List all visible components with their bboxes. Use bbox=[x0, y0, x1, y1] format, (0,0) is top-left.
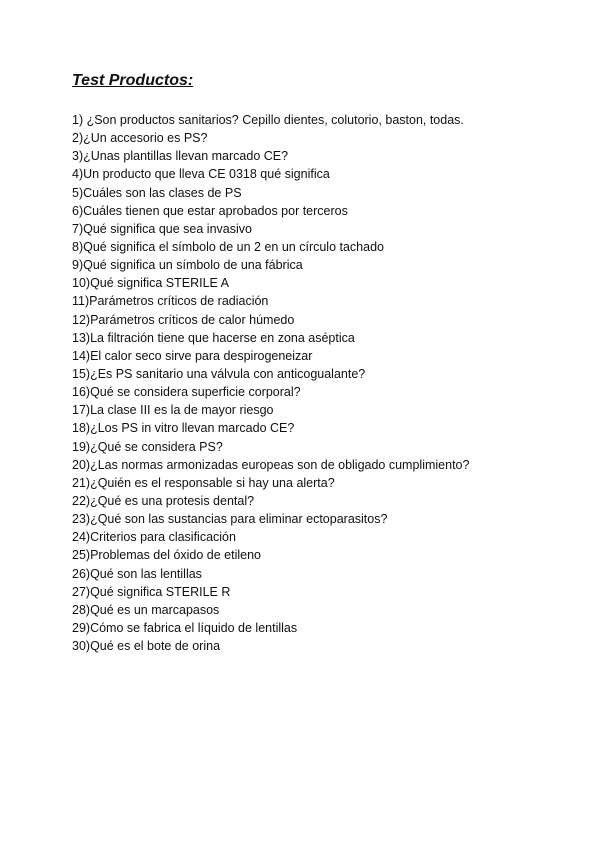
question-item: 5)Cuáles son las clases de PS bbox=[72, 185, 242, 200]
question-item: 28)Qué es un marcapasos bbox=[72, 602, 220, 617]
question-item: 22)¿Qué es una protesis dental? bbox=[72, 493, 255, 508]
question-item: 23)¿Qué son las sustancias para eliminar ectoparasitos? bbox=[72, 512, 388, 527]
question-item: 30)Qué es el bote de orina bbox=[72, 639, 221, 654]
question-item: 6)Cuáles tienen que estar aprobados por terceros bbox=[72, 203, 348, 218]
question-item: 29)Cómo se fabrica el líquido de lentillas bbox=[72, 620, 298, 635]
question-item: 27)Qué significa STERILE R bbox=[72, 584, 231, 599]
question-item: 4)Un producto que lleva CE 0318 qué significa bbox=[72, 167, 330, 182]
question-item: 18)¿Los PS in vitro llevan marcado CE? bbox=[72, 421, 295, 436]
question-item: 1) ¿Son productos sanitarios? Cepillo dientes, colutorio, baston, todas. bbox=[72, 113, 464, 127]
question-item: 8)Qué significa el símbolo de un 2 en un círculo tachado bbox=[72, 239, 384, 254]
question-item: 26)Qué son las lentillas bbox=[72, 566, 202, 581]
question-item: 16)Qué se considera superficie corporal? bbox=[72, 385, 301, 400]
question-item: 11)Parámetros críticos de radiación bbox=[72, 294, 269, 309]
question-item: 19)¿Qué se considera PS? bbox=[72, 439, 223, 454]
document-title: Test Productos: bbox=[72, 72, 194, 89]
question-item: 20)¿Las normas armonizadas europeas son de obligado cumplimiento? bbox=[72, 457, 470, 472]
question-item: 9)Qué significa un símbolo de una fábrica bbox=[72, 258, 303, 273]
question-item: 3)¿Unas plantillas llevan marcado CE? bbox=[72, 149, 289, 164]
question-item: 21)¿Quién es el responsable si hay una alerta? bbox=[72, 475, 335, 490]
question-item: 2)¿Un accesorio es PS? bbox=[72, 131, 208, 146]
question-item: 14)El calor seco sirve para despirogeneizar bbox=[72, 348, 313, 363]
question-item: 7)Qué significa que sea invasivo bbox=[72, 221, 252, 236]
question-item: 17)La clase III es la de mayor riesgo bbox=[72, 403, 274, 418]
question-item: 15)¿Es PS sanitario una válvula con anticogualante? bbox=[72, 366, 366, 381]
question-item: 10)Qué significa STERILE A bbox=[72, 276, 230, 291]
question-list bbox=[72, 111, 469, 655]
question-item: 12)Parámetros críticos de calor húmedo bbox=[72, 312, 295, 327]
question-item: 25)Problemas del óxido de etileno bbox=[72, 548, 262, 563]
question-item: 13)La filtración tiene que hacerse en zona aséptica bbox=[72, 330, 355, 345]
question-item: 24)Criterios para clasificación bbox=[72, 530, 236, 545]
